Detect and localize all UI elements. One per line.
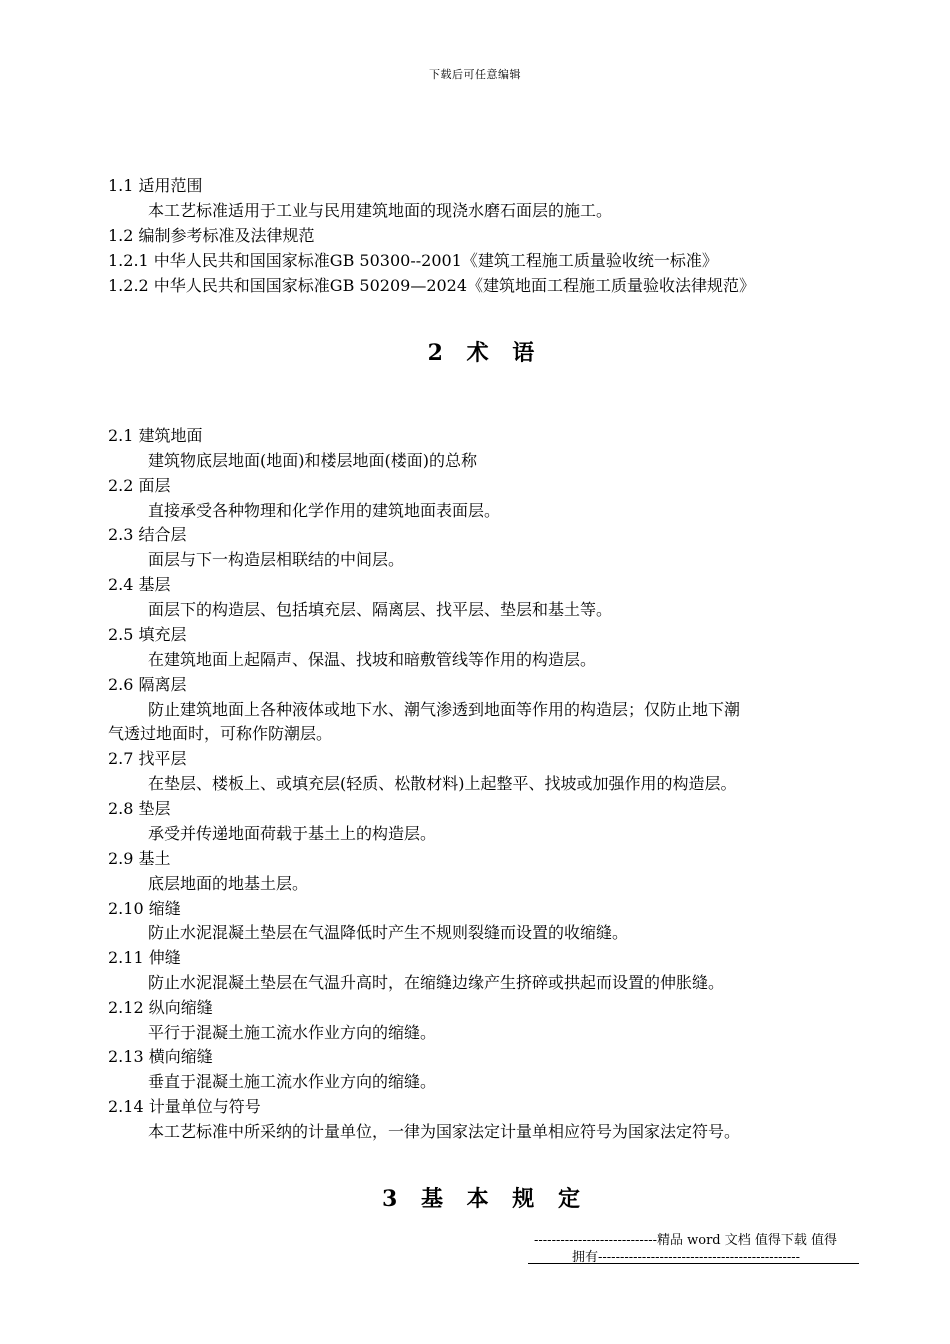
term-2-10-desc: 防止水泥混凝土垫层在气温降低时产生不规则裂缝而设置的收缩缝。: [148, 923, 629, 942]
clause-1-2-1: 1.2.1 中华人民共和国国家标准GB 50300--2001《建筑工程施工质量验收统一标准》: [108, 251, 718, 270]
clause-1-2-2: 1.2.2 中华人民共和国国家标准GB 50209—2024《建筑地面工程施工质量验收法律规范》: [108, 276, 756, 295]
term-2-5-desc: 在建筑地面上起隔声、保温、找坡和暗敷管线等作用的构造层。: [148, 650, 597, 669]
term-2-7-desc: 在垫层、楼板上、或填充层(轻质、松散材料)上起整平、找坡或加强作用的构造层。: [148, 774, 737, 793]
term-2-5-title: 2.5 填充层: [108, 625, 187, 644]
term-2-9-desc: 底层地面的地基土层。: [148, 874, 309, 893]
footer-line-1: ----------------------------精品 word 文档 值得下载 值得: [534, 1233, 838, 1248]
term-2-11-desc: 防止水泥混凝土垫层在气温升高时，在缩缝边缘产生挤碎或拱起而设置的伸胀缝。: [148, 973, 725, 992]
term-2-13-title: 2.13 横向缩缝: [108, 1047, 213, 1066]
term-2-6-desc: 防止建筑地面上各种液体或地下水、潮气渗透到地面等作用的构造层；仅防止地下潮: [148, 700, 741, 719]
footer-line-2: 拥有----------------------------------------------: [572, 1250, 801, 1265]
term-2-3-title: 2.3 结合层: [108, 525, 187, 544]
term-2-2-desc: 直接承受各种物理和化学作用的建筑地面表面层。: [148, 501, 501, 520]
term-2-4-title: 2.4 基层: [108, 575, 171, 594]
term-2-9-title: 2.9 基土: [108, 849, 171, 868]
term-2-11-title: 2.11 伸缝: [108, 948, 181, 967]
term-2-12-title: 2.12 纵向缩缝: [108, 998, 213, 1017]
section-3-heading: 3 基 本 规 定: [382, 1186, 588, 1212]
term-2-6-desc-continued: 气透过地面时，可称作防潮层。: [108, 724, 333, 743]
term-2-4-desc: 面层下的构造层、包括填充层、隔离层、找平层、垫层和基土等。: [148, 600, 613, 619]
term-2-1-desc: 建筑物底层地面(地面)和楼层地面(楼面)的总称: [148, 451, 477, 470]
clause-1-1-body: 本工艺标准适用于工业与民用建筑地面的现浇水磨石面层的施工。: [148, 201, 613, 220]
term-2-2-title: 2.2 面层: [108, 476, 171, 495]
clause-1-1-title: 1.1 适用范围: [108, 176, 203, 195]
term-2-7-title: 2.7 找平层: [108, 749, 187, 768]
term-2-1-title: 2.1 建筑地面: [108, 426, 203, 445]
term-2-3-desc: 面层与下一构造层相联结的中间层。: [148, 550, 405, 569]
clause-1-2-title: 1.2 编制参考标准及法律规范: [108, 226, 315, 245]
term-2-13-desc: 垂直于混凝土施工流水作业方向的缩缝。: [148, 1072, 437, 1091]
page-header: 下载后可任意编辑: [429, 68, 521, 81]
term-2-8-desc: 承受并传递地面荷载于基土上的构造层。: [148, 824, 437, 843]
term-2-14-desc: 本工艺标准中所采纳的计量单位，一律为国家法定计量单相应符号为国家法定符号。: [148, 1122, 741, 1141]
term-2-12-desc: 平行于混凝土施工流水作业方向的缩缝。: [148, 1023, 437, 1042]
term-2-8-title: 2.8 垫层: [108, 799, 171, 818]
term-2-10-title: 2.10 缩缝: [108, 899, 181, 918]
term-2-14-title: 2.14 计量单位与符号: [108, 1097, 261, 1116]
section-2-heading: 2 术 语: [427, 340, 543, 366]
footer-rule: [528, 1263, 859, 1264]
term-2-6-title: 2.6 隔离层: [108, 675, 187, 694]
